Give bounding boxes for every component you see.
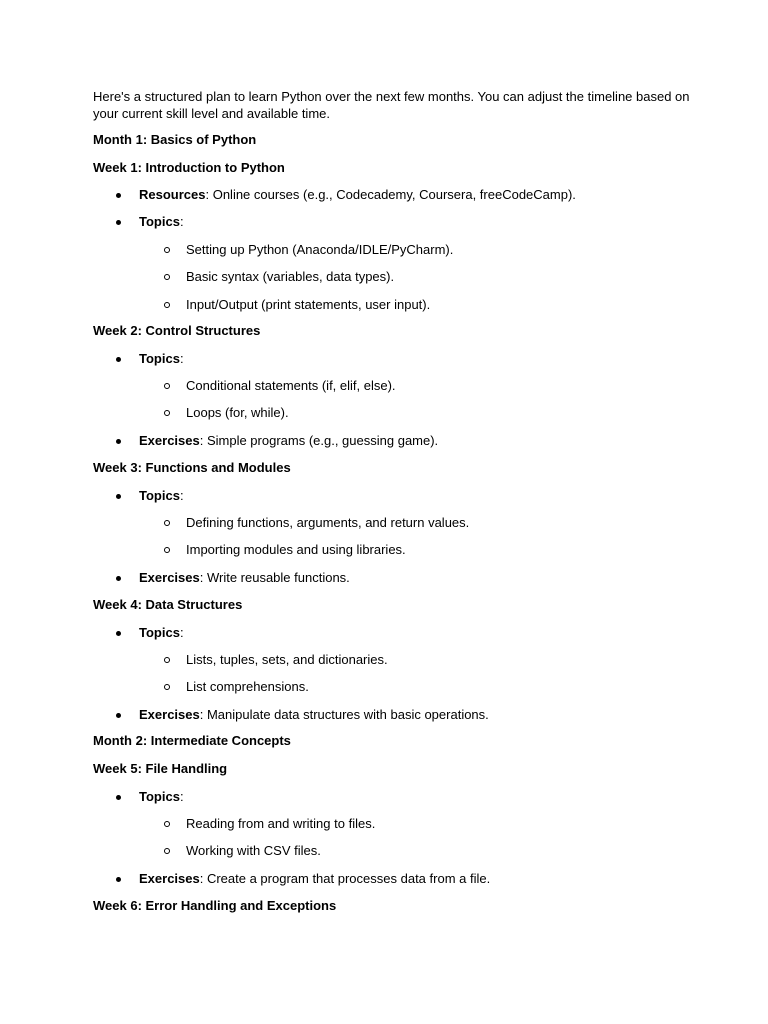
week-5-topic-item: Working with CSV files. <box>186 843 321 858</box>
topics-suffix: : <box>179 625 184 640</box>
topics-label: Topics <box>139 214 180 229</box>
topics-label: Topics <box>139 789 180 804</box>
week-3-heading: Week 3: Functions and Modules <box>93 460 291 475</box>
intro-paragraph: Here's a structured plan to learn Python over the next few months. You can adjust the timeline based on your current skill level and available time. <box>93 89 690 121</box>
week-5-topic-item: Reading from and writing to files. <box>186 816 376 831</box>
week-5-heading: Week 5: File Handling <box>93 761 228 776</box>
topics-suffix: : <box>179 789 184 804</box>
week-4-topic-item: List comprehensions. <box>186 679 309 694</box>
exercises-label: Exercises <box>139 871 200 886</box>
topics-suffix: : <box>179 214 184 229</box>
week-2-topic-item: Conditional statements (if, elif, else). <box>186 378 396 393</box>
resources-text: : Online courses (e.g., Codecademy, Coursera, freeCodeCamp). <box>205 187 576 202</box>
week-1-topics-item <box>139 214 184 230</box>
week-5-exercises-item <box>139 871 490 887</box>
week-2-heading: Week 2: Control Structures <box>93 323 261 338</box>
exercises-label: Exercises <box>139 707 200 722</box>
month-2-heading: Month 2: Intermediate Concepts <box>93 733 291 748</box>
topics-suffix: : <box>179 488 184 503</box>
week-4-topic-item: Lists, tuples, sets, and dictionaries. <box>186 652 388 667</box>
week-2-topic-item: Loops (for, while). <box>186 405 289 420</box>
week-2-exercises-item <box>139 433 438 449</box>
exercises-label: Exercises <box>139 433 200 448</box>
week-1-topic-item: Basic syntax (variables, data types). <box>186 269 395 284</box>
topics-suffix: : <box>179 351 184 366</box>
exercises-text: : Manipulate data structures with basic operations. <box>199 707 489 722</box>
week-1-topic-item: Input/Output (print statements, user input). <box>186 297 431 312</box>
topics-label: Topics <box>139 488 180 503</box>
topics-label: Topics <box>139 351 180 366</box>
week-4-exercises-item <box>139 707 489 723</box>
exercises-text: : Write reusable functions. <box>199 570 350 585</box>
week-5-topics-item <box>139 789 184 805</box>
week-3-topics-item <box>139 488 184 504</box>
week-4-topics-item <box>139 625 184 641</box>
month-1-heading: Month 1: Basics of Python <box>93 132 257 147</box>
week-3-topic-item: Importing modules and using libraries. <box>186 542 406 557</box>
week-1-heading: Week 1: Introduction to Python <box>93 160 285 175</box>
resources-label: Resources <box>139 187 206 202</box>
exercises-text: : Simple programs (e.g., guessing game). <box>199 433 439 448</box>
week-1-resources-item <box>139 187 576 203</box>
week-3-exercises-item <box>139 570 350 586</box>
topics-label: Topics <box>139 625 180 640</box>
exercises-label: Exercises <box>139 570 200 585</box>
week-2-topics-item <box>139 351 184 367</box>
week-4-heading: Week 4: Data Structures <box>93 597 243 612</box>
week-6-heading: Week 6: Error Handling and Exceptions <box>93 898 337 913</box>
week-3-topic-item: Defining functions, arguments, and return values. <box>186 515 470 530</box>
week-1-topic-item: Setting up Python (Anaconda/IDLE/PyCharm). <box>186 242 454 257</box>
exercises-text: : Create a program that processes data from a file. <box>199 871 491 886</box>
